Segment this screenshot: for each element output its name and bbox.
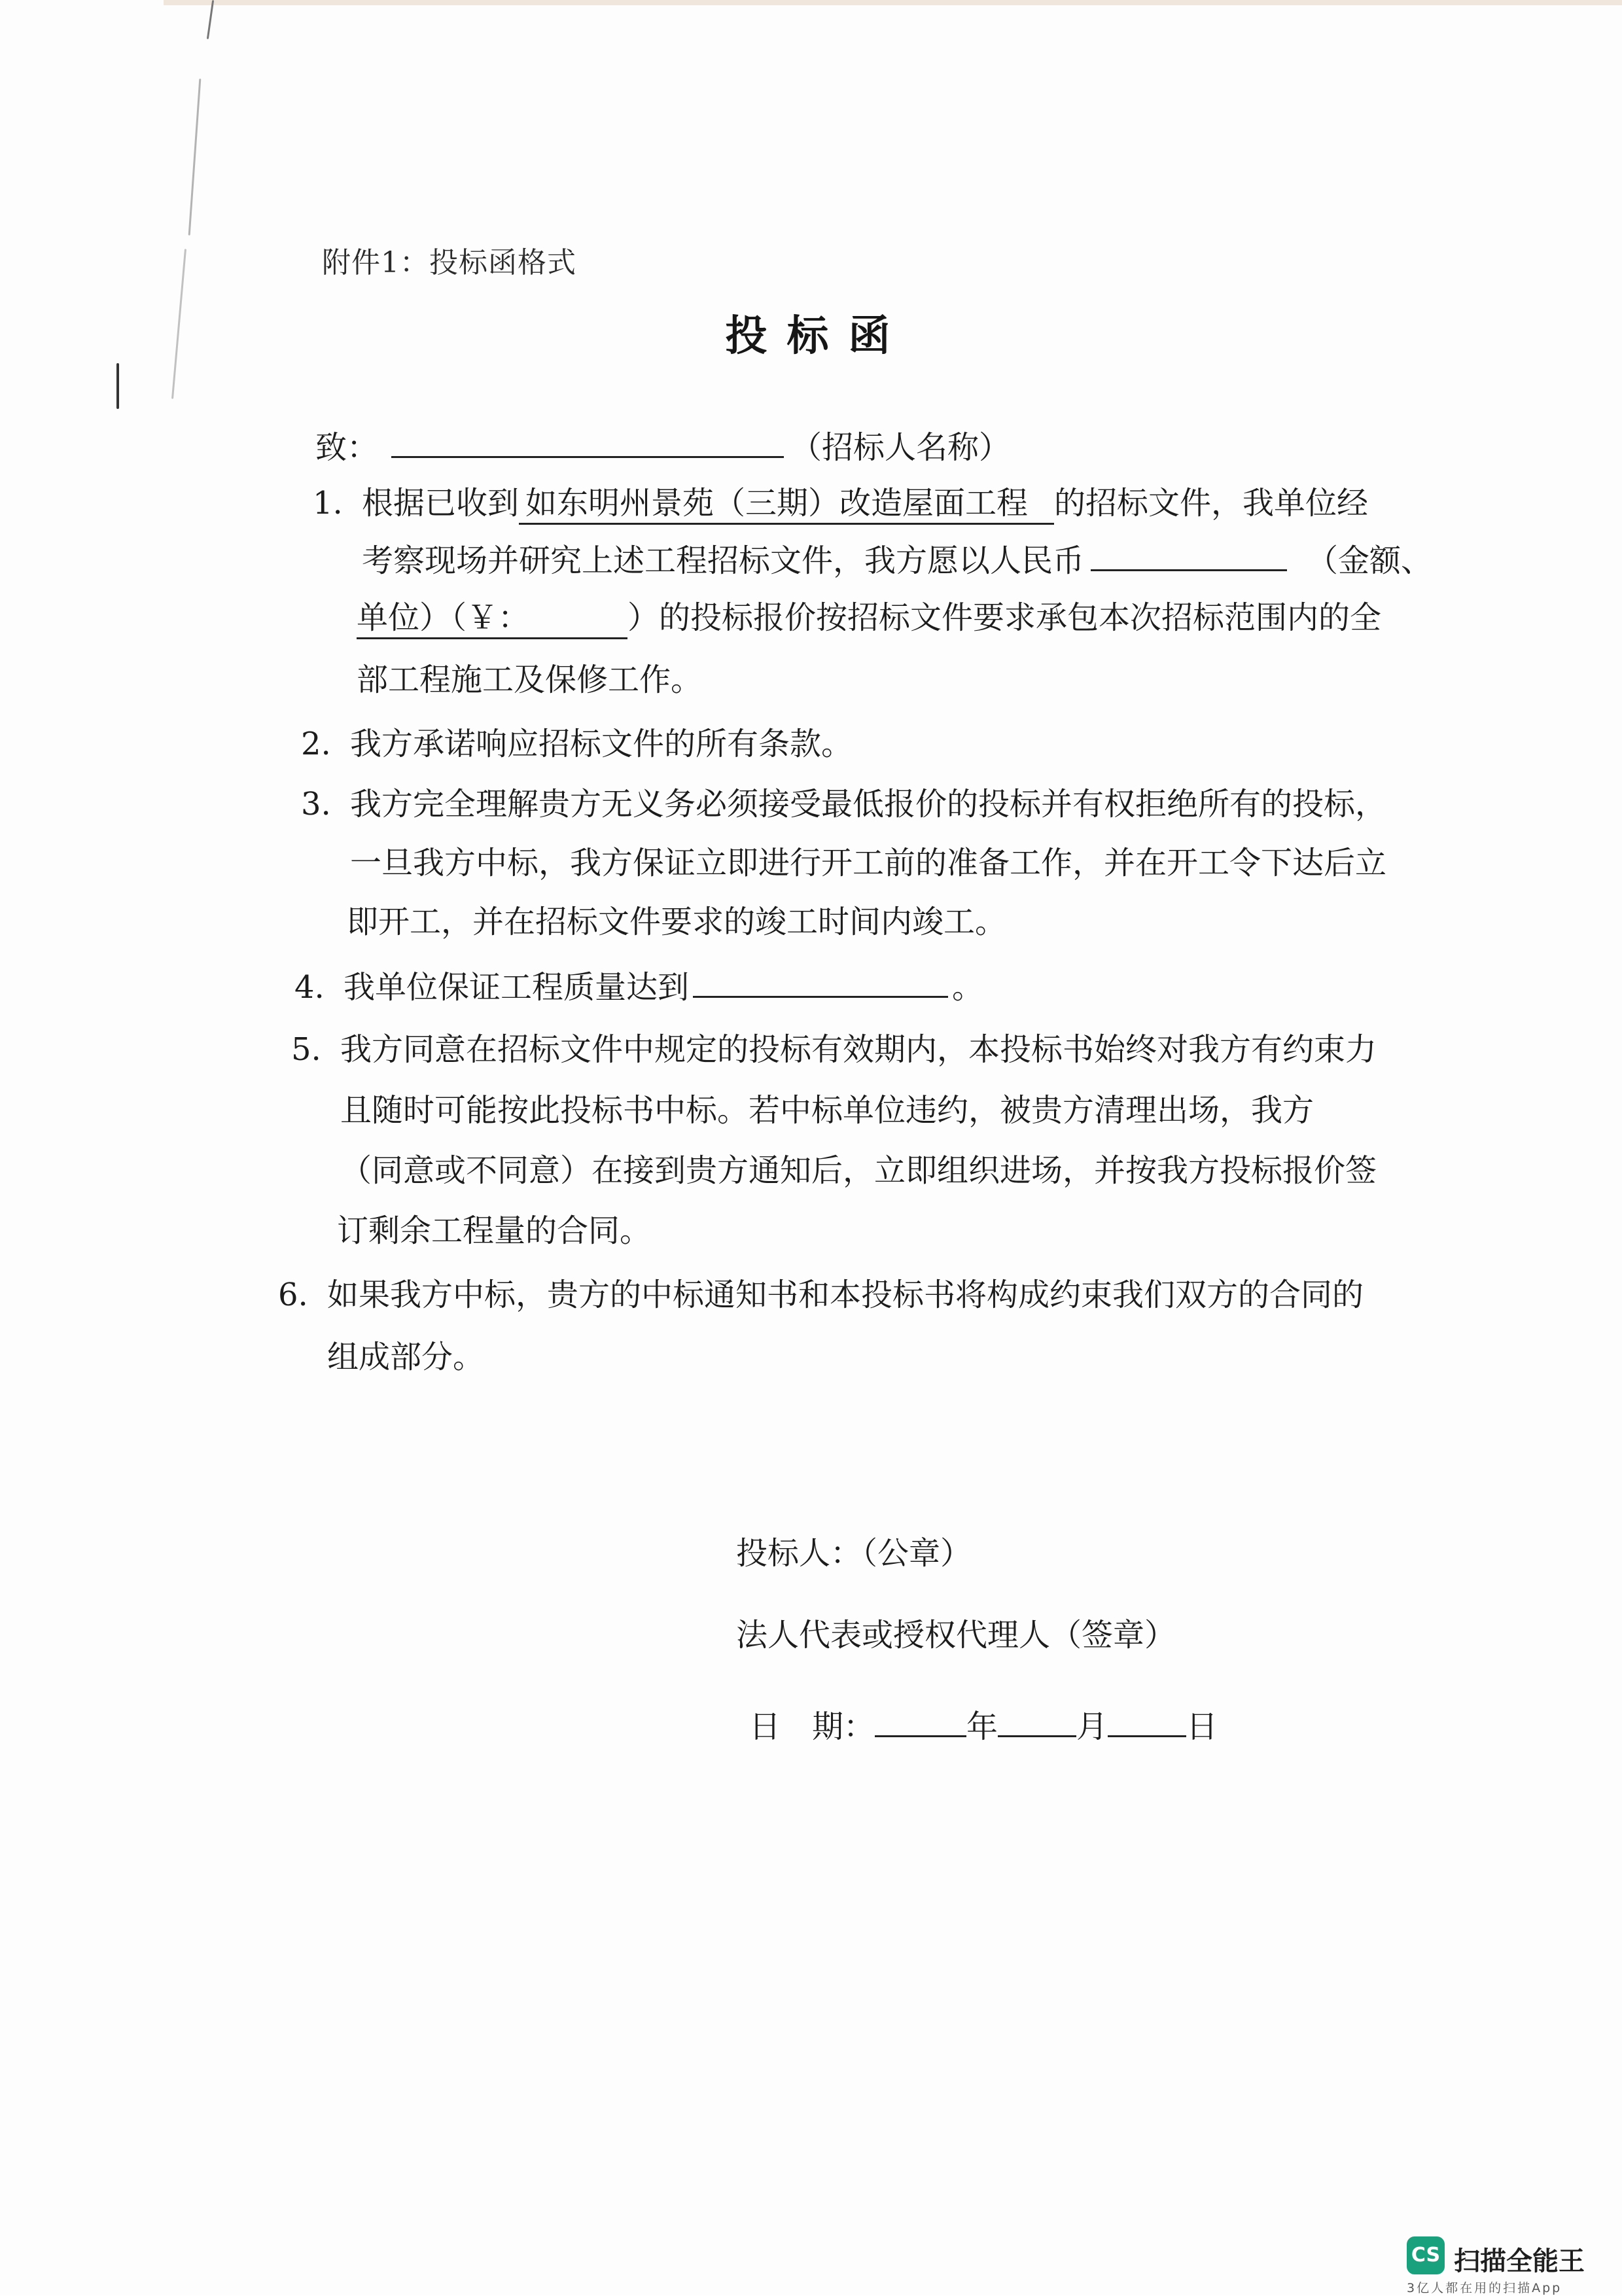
clause5-number: 5. — [291, 1031, 321, 1068]
year-label: 年 — [966, 1708, 998, 1745]
document-title: 投标函 — [725, 311, 910, 361]
day-label: 日 — [1186, 1708, 1218, 1745]
clause5-text: （同意或不同意）在接到贵方通知后，立即组织进场，并按我方投标报价签 — [340, 1152, 1377, 1189]
clause2-number: 2. — [301, 726, 331, 762]
clause3-number: 3. — [301, 786, 331, 822]
clause4-text: 我单位保证工程质量达到 — [344, 969, 690, 1006]
day-blank — [1108, 1735, 1186, 1737]
date-line — [749, 1701, 1218, 1746]
clause5-text: 订剩余工程量的合同。 — [337, 1212, 652, 1249]
addressee-line — [315, 422, 1010, 467]
addressee-suffix: （招标人名称） — [790, 429, 1011, 466]
clause5-text: 我方同意在招标文件中规定的投标有效期内，本投标书始终对我方有约束力 — [340, 1031, 1377, 1068]
clause3-line1 — [301, 779, 1386, 824]
clause1-text: 单位）（￥： — [357, 599, 530, 636]
scan-edge-mark — [116, 363, 119, 409]
clause1-text: 的招标文件，我单位经 — [1054, 485, 1369, 521]
month-blank — [998, 1735, 1076, 1737]
clause1-number: 1. — [313, 485, 343, 521]
scanner-watermark — [1407, 2236, 1603, 2295]
clause3-text: 我方完全理解贵方无义务必须接受最低报价的投标并有权拒绝所有的投标， — [350, 786, 1387, 822]
clause1-text: （金额、 — [1307, 542, 1433, 579]
date-label: 日 期： — [749, 1708, 875, 1745]
clause5-line4 — [337, 1205, 651, 1250]
addressee-blank — [391, 456, 784, 458]
bidder-seal-line: 投标人：（公章） — [736, 1535, 972, 1572]
clause1-text: ）的投标报价按招标文件要求承包本次招标范围内的全 — [627, 599, 1382, 636]
clause1-line2 — [362, 535, 1432, 580]
attachment-label: 附件1：投标函格式 — [322, 246, 576, 279]
clause5-text: 且随时可能按此投标书中标。若中标单位违约，被贵方清理出场，我方 — [340, 1092, 1314, 1129]
clause6-text: 如果我方中标，贵方的中标通知书和本投标书将构成约束我们双方的合同的 — [327, 1277, 1364, 1313]
scan-top-edge — [164, 0, 1622, 5]
addressee-prefix: 致： — [315, 429, 379, 466]
clause1-line1 — [313, 478, 1368, 523]
clause1-line3 — [357, 592, 1381, 637]
clause1-text: 根据已收到 — [362, 485, 520, 521]
month-label: 月 — [1076, 1708, 1108, 1745]
clause1-line4 — [357, 654, 702, 699]
clause4-number: 4. — [294, 969, 325, 1006]
clause4-line1 — [294, 962, 983, 1007]
clause3-text: 一旦我方中标，我方保证立即进行开工前的准备工作，并在开工令下达后立 — [350, 845, 1387, 881]
clause4-text: 。 — [952, 969, 984, 1006]
clause5-line2 — [340, 1085, 1314, 1130]
clause6-text: 组成部分。 — [327, 1339, 485, 1375]
clause1-text: 考察现场并研究上述工程招标文件，我方愿以人民币 — [362, 542, 1085, 579]
clause6-line2 — [327, 1332, 484, 1377]
project-name: 如东明州景苑（三期）改造屋面工程 — [519, 485, 1054, 525]
clause6-line1 — [278, 1269, 1364, 1315]
scan-edge-mark — [207, 0, 214, 39]
clause3-line2 — [350, 838, 1386, 883]
clause2-text: 我方承诺响应招标文件的所有条款。 — [350, 726, 853, 762]
year-blank — [875, 1735, 966, 1737]
clause5-line1 — [291, 1024, 1377, 1069]
clause3-text: 即开工，并在招标文件要求的竣工时间内竣工。 — [347, 904, 1007, 940]
amount-blank — [1091, 569, 1287, 571]
scanner-logo-icon: CS — [1407, 2236, 1445, 2274]
clause3-line3 — [347, 896, 1006, 942]
clause5-line3 — [340, 1145, 1377, 1190]
clause2-line1 — [301, 718, 853, 764]
scan-edge-mark — [188, 79, 202, 236]
quality-blank — [693, 996, 948, 998]
clause6-number: 6. — [278, 1277, 308, 1313]
scanner-tagline: 3亿人都在用的扫描App — [1407, 2281, 1562, 2295]
scanner-app-name: 扫描全能王 — [1454, 2246, 1585, 2276]
clause1-text: 部工程施工及保修工作。 — [357, 662, 703, 698]
currency-unit-field — [357, 599, 627, 639]
representative-signature-line: 法人代表或授权代理人（签章） — [736, 1617, 1176, 1653]
